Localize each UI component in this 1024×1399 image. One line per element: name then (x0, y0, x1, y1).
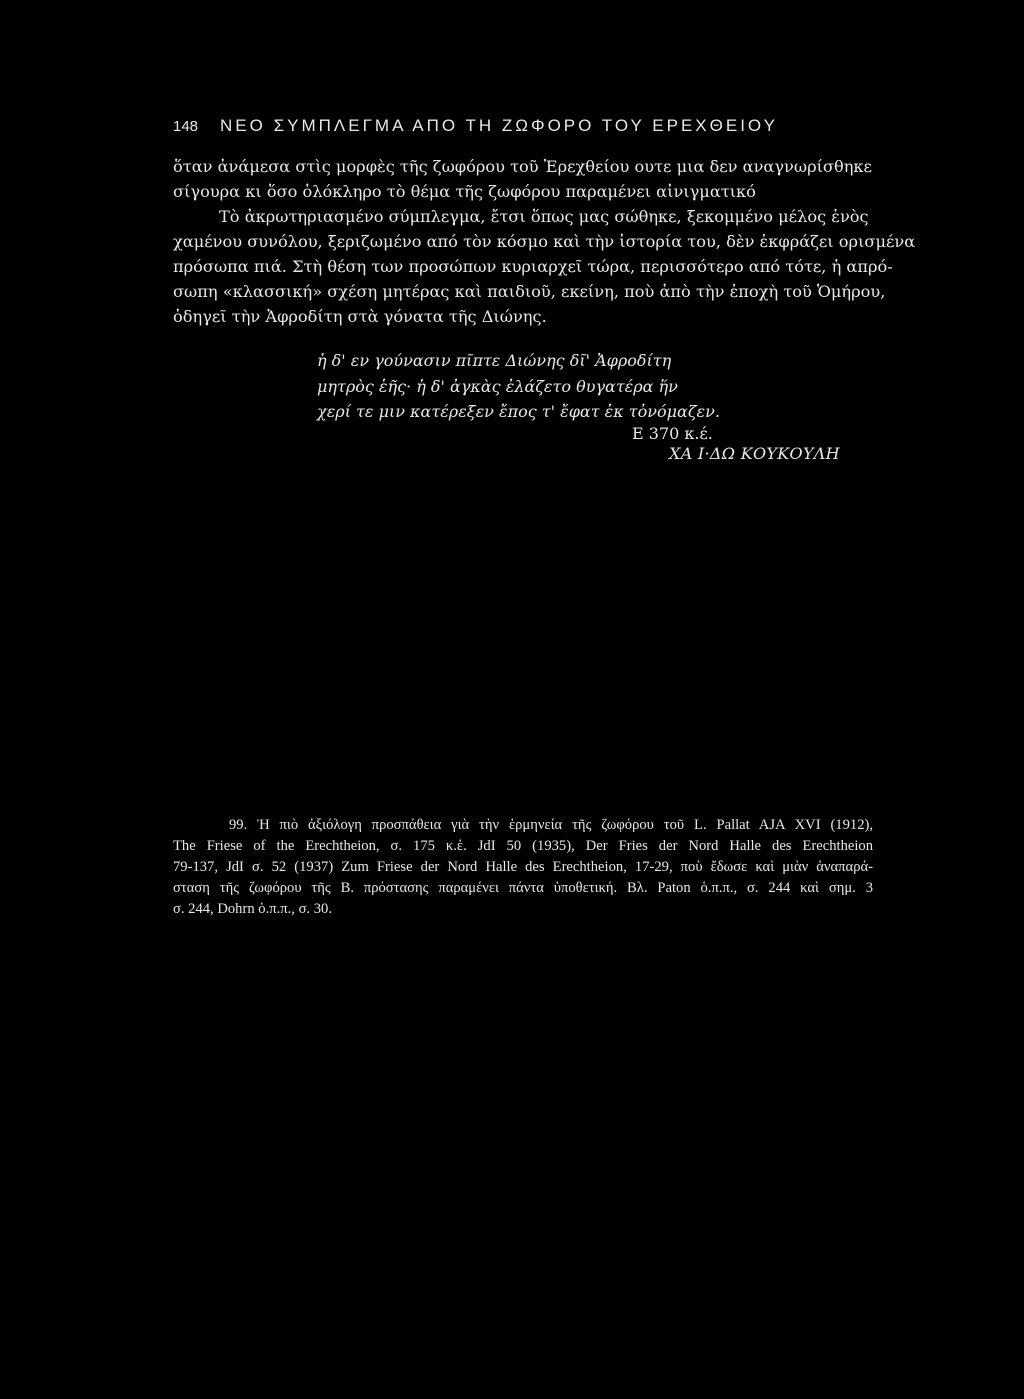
verse-quote (317, 348, 837, 425)
body-line: πρόσωπα πιά. Στὴ θέση των προσώπων κυριαρχεῖ τώρα, περισσότερο από τότε, ἡ απρό- (173, 257, 893, 276)
footnote-line: σταση τῆς ζωφόρου τῆς Β. πρόστασης παραμένει πάντα ὑποθετική. Βλ. Paton ὁ.π.π., σ. 244 καὶ σημ. 3 (173, 880, 873, 896)
body-line: ὁδηγεῖ τὴν Ἀφροδίτη στὰ γόνατα τῆς Διώνης. (173, 307, 547, 326)
verse-line: ἡ δ' εν γούνασιν πῖπτε Διώνης δῖ' Ἀφροδίτη (317, 351, 672, 370)
footnote-line: 79-137, JdI σ. 52 (1937) Zum Friese der Nord Halle des Erechtheion, 17-29, ποὺ ἔδωσε καὶ μιὰν ἀναπαρά- (173, 859, 873, 875)
body-line: χαμένου συνόλου, ξεριζωμένο από τὸν κόσμο καὶ τὴν ἱστορία του, δὲν ἐκφράζει ορισμένα (173, 232, 916, 251)
author-signature: ΧΑ Ι·ΔΩ ΚΟΥΚΟΥΛΗ (669, 444, 840, 463)
footnote-line: σ. 244, Dohrn ὁ.π.π., σ. 30. (173, 901, 332, 917)
running-head (173, 116, 873, 136)
body-line: σωπη «κλασσική» σχέση μητέρας καὶ παιδιοῦ, εκείνη, ποὺ ἀπὸ τὴν ἐποχὴ τοῦ Ὁμήρου, (173, 282, 886, 301)
footnote-line: The Friese of the Erechtheion, σ. 175 κ.ἑ. JdI 50 (1935), Der Fries der Nord Halle des Erechtheion (173, 838, 873, 854)
body-line: σίγουρα κι ὅσο ὁλόκληρο τὸ θέμα τῆς ζωφόρου παραμένει αἰνιγματικό (173, 182, 756, 201)
footnote (173, 815, 873, 920)
verse-reference: Ε 370 κ.έ. (632, 424, 713, 443)
verse-line: χερί τε μιν κατέρεξεν ἔπος τ' ἔφατ ἐκ τὀνόμαζεν. (317, 402, 720, 421)
body-paragraph (173, 154, 916, 329)
footnote-line: 99. Ἡ πιὸ ἀξιόλογη προσπάθεια γιὰ τὴν ἑρμηνεία τῆς ζωφόρου τοῦ L. Pallat AJA XVI (1912), (229, 817, 873, 833)
verse-line: μητρὸς ἑῆς· ἡ δ' ἀγκὰς ἐλάζετο θυγατέρα ἥν (317, 376, 678, 396)
page-number: 148 (173, 118, 199, 135)
body-line: Τὸ ἀκρωτηριασμένο σύμπλεγμα, ἔτσι ὅπως μας σώθηκε, ξεκομμένο μέλος ἑνὸς (219, 207, 869, 226)
body-line: ὅταν ἀνάμεσα στὶς μορφὲς τῆς ζωφόρου τοῦ Ἐρεχθείου ουτε μια δεν αναγνωρίσθηκε (173, 157, 872, 176)
running-title: ΝΕΟ ΣΥΜΠΛΕΓΜΑ ΑΠΟ ΤΗ ΖΩΦΟΡΟ ΤΟΥ ΕΡΕΧΘΕΙΟΥ (220, 116, 778, 135)
